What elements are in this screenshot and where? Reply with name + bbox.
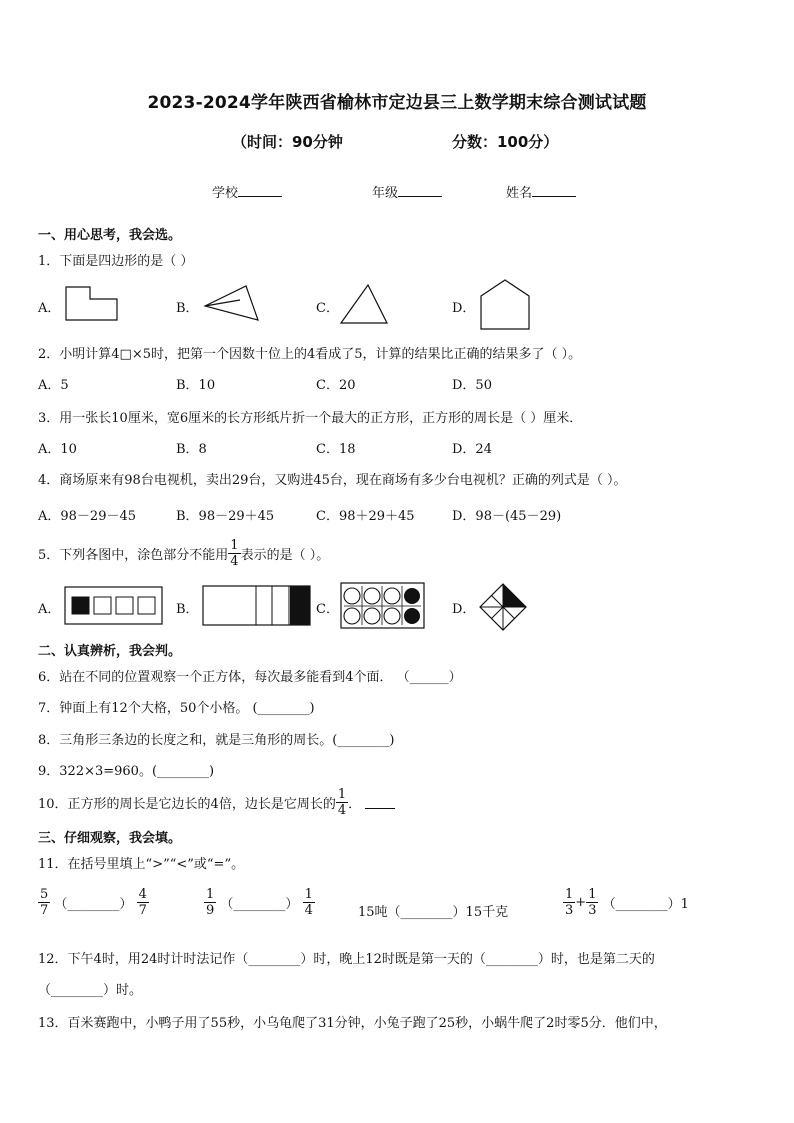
option-d-diamond-figure	[478, 582, 528, 632]
q5-frac-num: 1	[230, 538, 239, 553]
frac-den: 7	[40, 903, 49, 918]
q5-fraction	[228, 538, 240, 569]
school-field	[212, 182, 282, 201]
grade-field	[372, 182, 442, 201]
exam-time: （时间：90分钟	[232, 133, 343, 151]
question-7: 7．钟面上有12个大格，50个小格。 (________)	[38, 701, 315, 716]
question-10	[38, 787, 395, 818]
option-a-four-squares-figure	[64, 586, 164, 626]
q2-option-c: C．20	[316, 378, 356, 393]
q4-option-a: A．98－29－45	[38, 509, 137, 524]
q4-option-b: B．98－29＋45	[176, 509, 275, 524]
pentagon-figure	[478, 278, 532, 332]
section-3-title: 三、仔细观察，我会填。	[38, 831, 182, 846]
q11-compare-4	[563, 887, 689, 918]
q1-option-a: A．	[38, 301, 61, 316]
name-field	[506, 182, 576, 201]
q2-option-d: D．50	[452, 378, 492, 393]
q11-frac-3	[204, 887, 216, 918]
question-12-line-1: 12．下午4时，用24时计时法记作（________）时，晚上12时既是第一天的（________）时，也是第二天的	[38, 952, 655, 967]
frac-den: 4	[304, 903, 313, 918]
section-1-title: 一、用心思考，我会选。	[38, 228, 182, 243]
grade-label: 年级	[372, 186, 399, 201]
question-3: 3．用一张长10厘米，宽6厘米的长方形纸片折一个最大的正方形，正方形的周长是（ ）厘米．	[38, 411, 583, 426]
q3-option-b: B．8	[176, 442, 207, 457]
page-title: 2023-2024学年陕西省榆林市定边县三上数学期末综合测试试题	[147, 93, 647, 113]
option-b-bar-figure	[202, 585, 312, 627]
q10-text-pre: 10．正方形的周长是它边长的4倍，边长是它周长的	[38, 797, 336, 812]
name-blank[interactable]	[532, 184, 576, 197]
grade-blank[interactable]	[398, 184, 442, 197]
q11-compare-3[interactable]: 15吨（________）15千克	[358, 905, 509, 920]
frac-den: 3	[588, 903, 597, 918]
section-2-title: 二、认真辨析，我会判。	[38, 644, 182, 659]
q2-option-a: A．5	[38, 378, 69, 393]
school-label: 学校	[212, 186, 239, 201]
frac-den: 7	[138, 903, 147, 918]
frac-num: 1	[588, 887, 597, 902]
q3-option-c: C．18	[316, 442, 356, 457]
frac-num: 1	[565, 887, 574, 902]
question-11: 11．在括号里填上“>”“<”或“=”。	[38, 857, 245, 872]
q11-frac-5	[563, 887, 575, 918]
q10-answer-blank[interactable]	[365, 796, 395, 809]
triangle-figure	[338, 282, 390, 326]
question-5	[38, 538, 329, 569]
question-9: 9．322×3=960。(________)	[38, 764, 215, 779]
question-1: 1．下面是四边形的是（ ）	[38, 254, 194, 269]
q5-option-b: B．	[176, 602, 199, 617]
q5-option-d: D．	[452, 602, 476, 617]
q11-compare-2	[204, 887, 315, 918]
q3-option-d: D．24	[452, 442, 492, 457]
q1-option-d: D．	[452, 301, 476, 316]
q11-blank-2[interactable]: （________）	[220, 897, 299, 912]
frac-num: 1	[206, 887, 215, 902]
question-13: 13．百米赛跑中，小鸭子用了55秒，小乌龟爬了31分钟，小兔子跑了25秒，小蜗牛爬了2时零5分．他们中，	[38, 1016, 667, 1031]
q11-blank-1[interactable]: （________）	[54, 897, 133, 912]
q11-frac-6	[586, 887, 598, 918]
q3-option-a: A．10	[38, 442, 77, 457]
question-12-line-2: （________）时。	[38, 983, 143, 998]
school-blank[interactable]	[238, 184, 282, 197]
q10-frac-num: 1	[337, 787, 347, 802]
q11-frac-4	[303, 887, 315, 918]
narrow-triangle-figure	[202, 284, 262, 324]
question-6: 6．站在不同的位置观察一个正方体，每次最多能看到4个面． （______）	[38, 670, 462, 685]
frac-num: 1	[304, 887, 313, 902]
q4-option-c: C．98＋29＋45	[316, 509, 415, 524]
l-shape-figure	[64, 285, 120, 323]
q11-compare-1	[38, 887, 149, 918]
question-8: 8．三角形三条边的长度之和，就是三角形的周长。(________)	[38, 733, 395, 748]
q11-frac-1	[38, 887, 50, 918]
option-c-circles-figure	[340, 582, 426, 630]
q11-blank-3[interactable]: （________）1	[602, 897, 689, 912]
q5-frac-den: 4	[230, 554, 239, 569]
exam-score: 分数：100分）	[452, 133, 559, 151]
plus-sign: +	[575, 895, 587, 910]
q10-text-post: ．	[348, 797, 362, 812]
q1-option-c: C．	[316, 301, 339, 316]
q5-text-post: 表示的是（ ）。	[240, 548, 330, 563]
q10-fraction	[336, 787, 348, 818]
q11-frac-2	[137, 887, 149, 918]
q5-option-a: A．	[38, 602, 61, 617]
name-label: 姓名	[506, 186, 533, 201]
frac-num: 5	[40, 887, 49, 902]
q2-option-b: B．10	[176, 378, 216, 393]
q4-option-d: D．98－(45－29)	[452, 509, 562, 524]
question-2: 2．小明计算4□×5时，把第一个因数十位上的4看成了5，计算的结果比正确的结果多了（ ）。	[38, 347, 582, 362]
q5-text-pre: 5．下列各图中，涂色部分不能用	[38, 548, 229, 563]
q5-option-c: C．	[316, 602, 339, 617]
frac-den: 3	[565, 903, 574, 918]
frac-den: 9	[206, 903, 215, 918]
q1-option-b: B．	[176, 301, 199, 316]
question-4: 4．商场原来有98台电视机，卖出29台，又购进45台，现在商场有多少台电视机？正确的列式是（ ）。	[38, 473, 627, 488]
frac-num: 4	[138, 887, 147, 902]
q10-frac-den: 4	[337, 803, 347, 818]
